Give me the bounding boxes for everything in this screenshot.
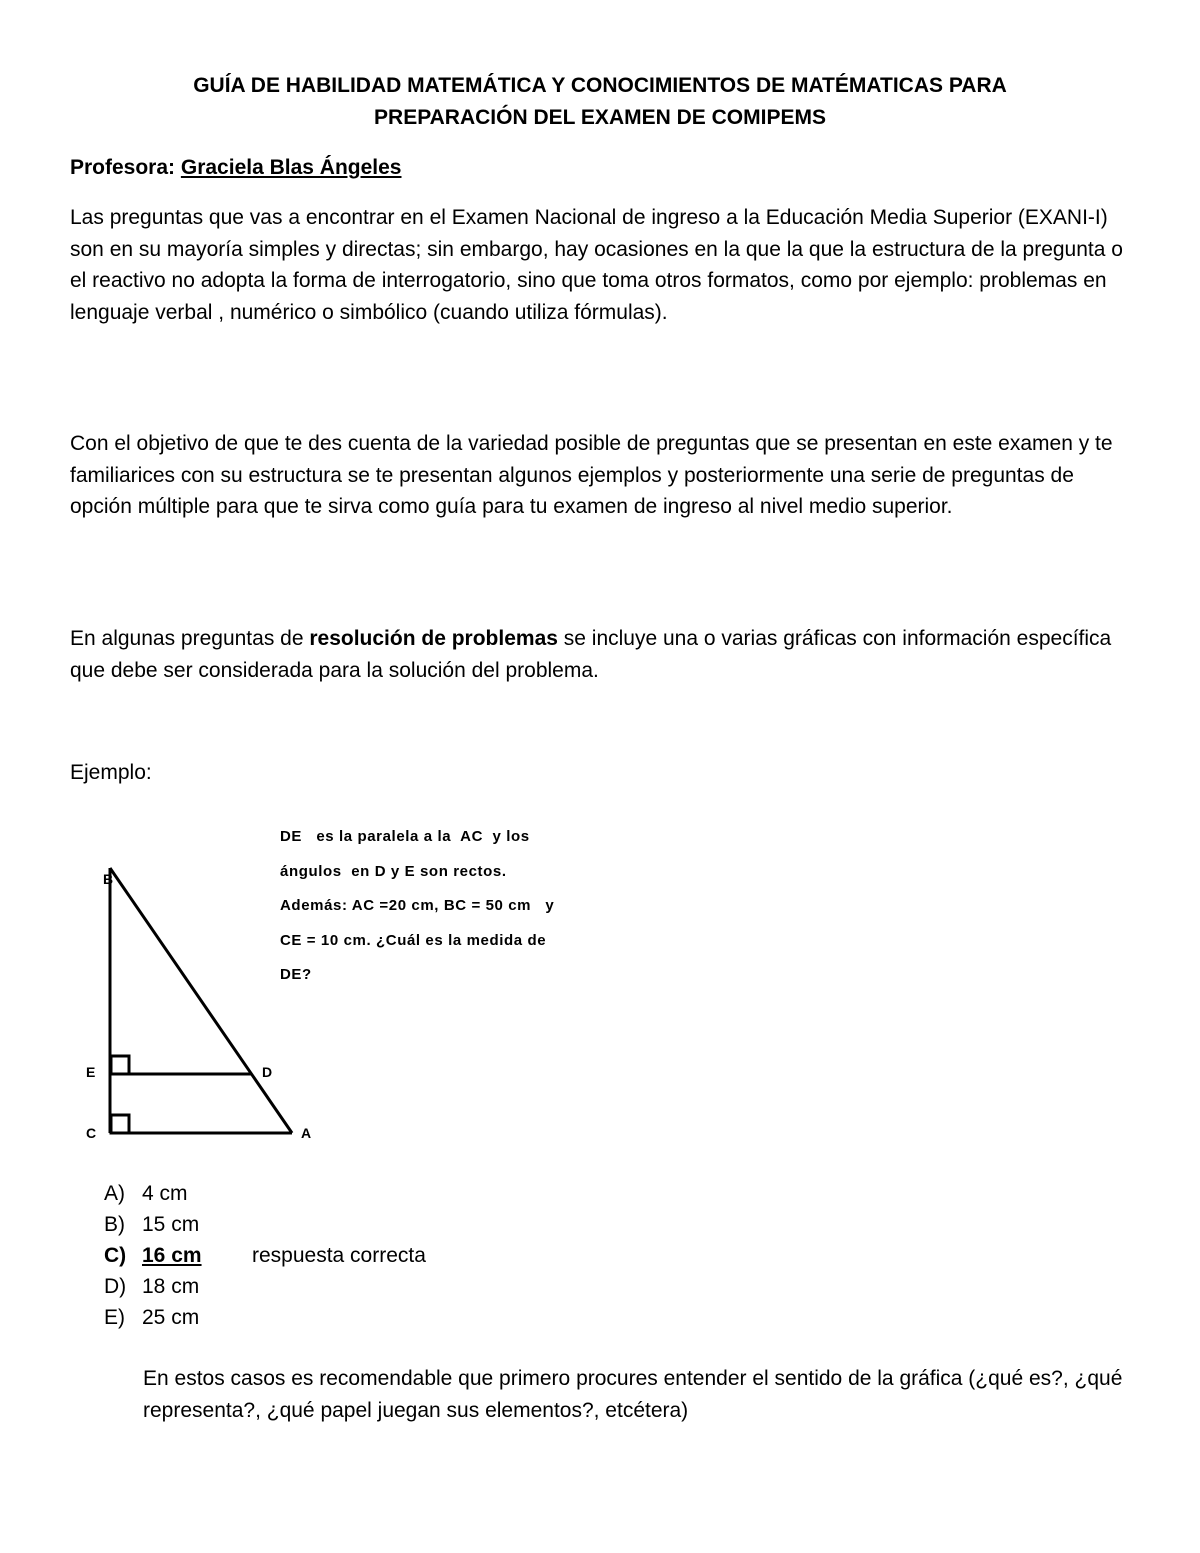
objective-paragraph: Con el objetivo de que te des cuenta de la variedad posible de preguntas que se presentan en este examen y te familiarices con su estructura se te presentan algunos ejemplos y posteriormente una serie de preguntas de opción múltiple para que te sirva como guía para tu examen de ingreso al nivel medio superior. [70, 432, 1113, 518]
problems-text-bold: resolución de problemas [309, 627, 558, 650]
answer-options [104, 1178, 426, 1333]
vertex-label-a: A [301, 1125, 312, 1141]
option-value: 15 cm [142, 1213, 200, 1236]
triangle-figure [70, 815, 690, 1155]
problem-line: ángulos en D y E son rectos. [280, 862, 507, 880]
title-line-1: GUÍA DE HABILIDAD MATEMÁTICA Y CONOCIMIENTOS DE MATÉMATICAS PARA [193, 74, 1007, 97]
right-angle-marker-e [111, 1056, 129, 1074]
example-label: Ejemplo: [70, 761, 152, 784]
problem-line: Además: AC =20 cm, BC = 50 cm y [280, 897, 555, 914]
correct-answer-note: respuesta correcta [252, 1244, 426, 1267]
vertex-label-d: D [262, 1064, 273, 1080]
problems-text-pre: En algunas preguntas de [70, 627, 310, 650]
closing-paragraph: En estos casos es recomendable que primero procures entender el sentido de la gráfica (¿qué es?, ¿qué representa?, ¿qué papel juegan sus elementos?, etcétera) [143, 1367, 1123, 1422]
option-letter: A) [104, 1182, 125, 1205]
teacher-line [70, 153, 402, 183]
problem-line: DE es la paralela a la AC y los [280, 828, 530, 845]
problems-paragraph [70, 623, 1135, 686]
document-title [0, 70, 1200, 134]
problems-text-post: se incluye una o varias gráficas con información específica que debe ser considerada para la solución del problema. [70, 627, 1112, 682]
right-angle-marker-c [111, 1115, 129, 1133]
option-value: 18 cm [142, 1275, 200, 1298]
teacher-name: Graciela Blas Ángeles [180, 156, 402, 179]
problem-statement [280, 820, 700, 993]
segment-ba [110, 868, 292, 1133]
option-e [104, 1302, 426, 1333]
intro-paragraph: Las preguntas que vas a encontrar en el Examen Nacional de ingreso a la Educación Media Superior (EXANI-I) son en su mayoría simples y directas; sin embargo, hay ocasiones en la que la que la estructura de la pregunta o el reactivo no adopta la forma de interrogatorio, sino que toma otros formatos, como por ejemplo: problemas en lenguaje verbal , numérico o simbólico (cuando utiliza fórmulas). [70, 206, 1123, 324]
option-letter: B) [104, 1213, 125, 1236]
option-value: 16 cm [142, 1244, 202, 1267]
option-b [104, 1209, 426, 1240]
option-d [104, 1271, 426, 1302]
problem-line: CE = 10 cm. ¿Cuál es la medida de [280, 931, 547, 949]
option-letter: E) [104, 1306, 125, 1329]
problem-line: DE? [280, 966, 312, 983]
option-value: 4 cm [142, 1182, 188, 1205]
option-letter: C) [104, 1244, 127, 1267]
vertex-label-c: C [86, 1125, 97, 1141]
title-line-2: PREPARACIÓN DEL EXAMEN DE COMIPEMS [374, 106, 826, 129]
vertex-label-b: B [103, 871, 114, 887]
option-letter: D) [104, 1275, 127, 1298]
teacher-label: Profesora: [70, 156, 176, 179]
option-c-correct [104, 1240, 426, 1271]
option-value: 25 cm [142, 1306, 200, 1329]
vertex-label-e: E [86, 1064, 96, 1080]
option-a [104, 1178, 426, 1209]
